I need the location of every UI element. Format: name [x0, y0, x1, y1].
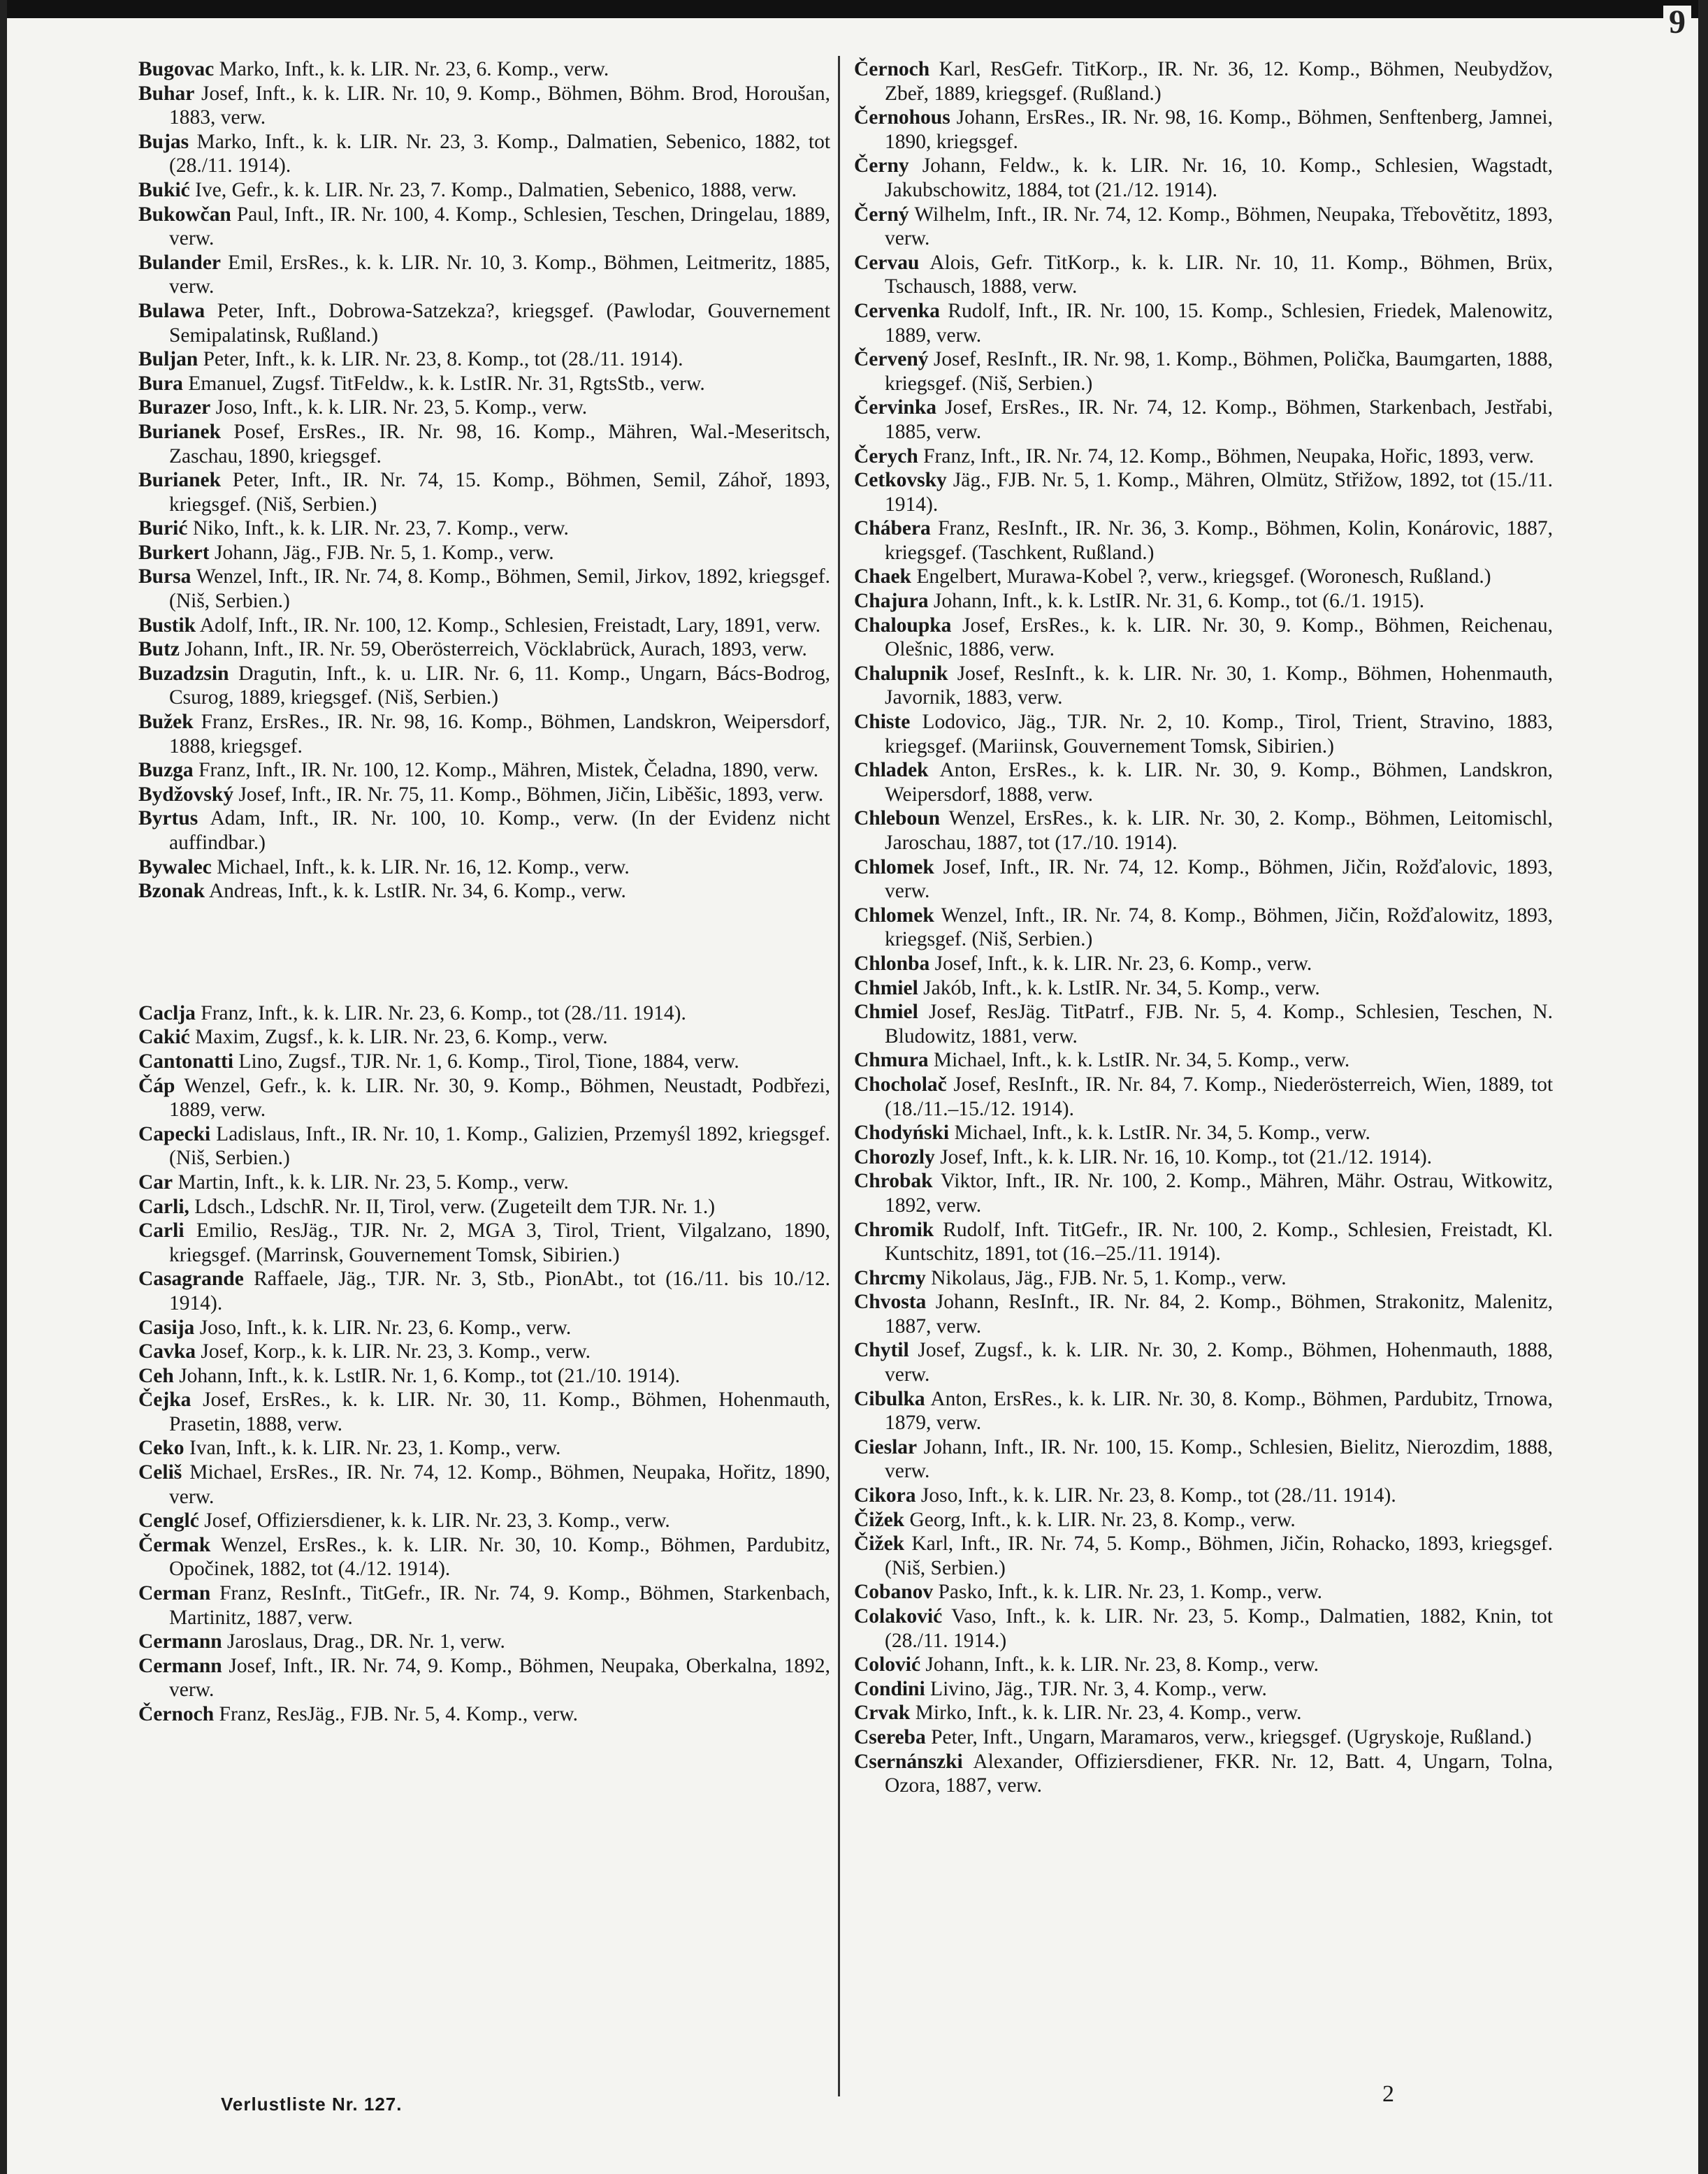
entry-details: Johann, ResInft., IR. Nr. 84, 2. Komp., Böhmen, Strakonitz, Malenitz, 1887, verw.	[885, 1291, 1553, 1338]
entry-surname: Buljan	[138, 348, 198, 371]
casualty-entry	[138, 82, 830, 130]
casualty-entry	[138, 251, 830, 299]
casualty-entry	[854, 855, 1553, 904]
entry-details: Franz, Inft., IR. Nr. 74, 12. Komp., Böhmen, Neupaka, Hořic, 1893, verw.	[923, 444, 1535, 468]
casualty-entry	[854, 1725, 1553, 1750]
casualty-entry	[854, 1532, 1553, 1580]
entry-surname: Chytil	[854, 1339, 909, 1362]
entry-details: Michael, Inft., k. k. LstIR. Nr. 34, 5. Komp., verw.	[954, 1122, 1370, 1145]
entry-details: Wenzel, ErsRes., k. k. LIR. Nr. 30, 10. Komp., Böhmen, Pardubitz, Opočinek, 1882, tot (4./12. 1914).	[169, 1533, 830, 1581]
entry-surname: Bura	[138, 372, 183, 395]
entry-surname: Chlebоun	[854, 807, 940, 830]
casualty-entry	[138, 1340, 830, 1364]
casualty-entry	[854, 203, 1553, 251]
casualty-entry	[138, 130, 830, 178]
entry-details: Adolf, Inft., IR. Nr. 100, 12. Komp., Schlesien, Freistadt, Lary, 1891, verw.	[199, 614, 821, 637]
entry-surname: Celiš	[138, 1461, 182, 1484]
entry-surname: Ceh	[138, 1364, 174, 1387]
entry-surname: Chrcmy	[854, 1266, 926, 1289]
entry-surname: Čižek	[854, 1532, 905, 1556]
entry-details: Wilhelm, Inft., IR. Nr. 74, 12. Komp., Böhmen, Neupaka, Třebovětitz, 1893, verw.	[885, 203, 1553, 250]
entry-details: Josef, ErsRes., k. k. LIR. Nr. 30, 11. Komp., Böhmen, Hohenmauth, Prasetin, 1888, verw.	[169, 1389, 830, 1435]
casualty-entry	[854, 1484, 1553, 1508]
casualty-entry	[854, 1048, 1553, 1073]
entry-details: Franz, Inft., IR. Nr. 100, 12. Komp., Mähren, Mistek, Čeladna, 1890, verw.	[198, 759, 819, 782]
casualty-entry	[138, 1702, 830, 1727]
entry-details: Ladislaus, Inft., IR. Nr. 10, 1. Komp., Galizien, Przemyśl 1892, kriegsgef. (Niš, Serbien.)	[169, 1122, 830, 1170]
top-scan-border	[0, 0, 1708, 18]
entry-surname: Čermak	[138, 1533, 211, 1556]
casualty-entry	[138, 299, 830, 347]
entry-details: Josef, ErsRes., IR. Nr. 74, 12. Komp., Böhmen, Starkenbach, Jestřabi, 1885, verw.	[885, 396, 1553, 443]
entry-surname: Cermann	[138, 1630, 222, 1653]
entry-details: Franz, ResInft., IR. Nr. 36, 3. Komp., Böhmen, Kolin, Konárovic, 1887, kriegsgef. (Taschkent, Rußland.)	[885, 517, 1553, 564]
entry-details: Joso, Inft., k. k. LIR. Nr. 23, 6. Komp., verw.	[199, 1316, 572, 1339]
casualty-entry	[138, 203, 830, 251]
entry-details: Raffaele, Jäg., TJR. Nr. 3, Stb., PionAbt., tot (16./11. bis 10./12. 1914).	[169, 1268, 830, 1314]
sheet-number: 2	[1382, 2081, 1394, 2107]
entry-surname: Cobanov	[854, 1581, 934, 1604]
entry-details: Emil, ErsRes., k. k. LIR. Nr. 10, 3. Komp., Böhmen, Leitmeritz, 1885, verw.	[169, 251, 830, 298]
entry-details: Karl, ResGefr. TitKorp., IR. Nr. 36, 12. Komp., Böhmen, Neubydžov, Zbeř, 1889, kriegsgef. (Rußland.)	[885, 58, 1553, 105]
entry-details: Lino, Zugsf., TJR. Nr. 1, 6. Komp., Tirol, Tione, 1884, verw.	[238, 1050, 739, 1073]
entry-details: Ive, Gefr., k. k. LIR. Nr. 23, 7. Komp., Dalmatien, Sebenico, 1888, verw.	[195, 178, 797, 201]
entry-surname: Burianek	[138, 469, 222, 492]
page-number: 9	[1663, 6, 1691, 39]
entry-details: Adam, Inft., IR. Nr. 100, 10. Komp., verw. (In der Evidenz nicht auffindbar.)	[169, 807, 830, 854]
casualty-entry	[854, 1218, 1553, 1266]
entry-surname: Buzga	[138, 759, 194, 782]
casualty-entry	[138, 178, 830, 203]
entry-details: Franz, ResInft., TitGefr., IR. Nr. 74, 9. Komp., Böhmen, Starkenbach, Martinitz, 1887, verw.	[169, 1582, 830, 1629]
casualty-entry	[138, 879, 830, 904]
entry-surname: Červený	[854, 348, 929, 371]
entry-surname: Bukowčan	[138, 203, 231, 226]
casualty-entry	[854, 444, 1553, 469]
entry-details: Martin, Inft., k. k. LIR. Nr. 23, 5. Komp., verw.	[178, 1171, 569, 1194]
entry-details: Karl, Inft., IR. Nr. 74, 5. Komp., Böhmen, Jičin, Rohacko, 1893, kriegsgef. (Niš, Serbien.)	[885, 1532, 1553, 1579]
entry-details: Georg, Inft., k. k. LIR. Nr. 23, 8. Komp., verw.	[909, 1508, 1296, 1531]
entry-surname: Cermann	[138, 1654, 222, 1677]
casualty-entry	[854, 1338, 1553, 1386]
casualty-entry	[854, 1121, 1553, 1145]
entry-details: Viktor, Inft., IR. Nr. 100, 2. Komp., Mähren, Mähr. Ostrau, Witkowitz, 1892, verw.	[885, 1170, 1553, 1217]
casualty-entry	[854, 1266, 1553, 1291]
casualty-entry	[854, 347, 1553, 396]
entry-surname: Cenglć	[138, 1509, 199, 1532]
entry-details: Lodovico, Jäg., TJR. Nr. 2, 10. Komp., Tirol, Trient, Stravino, 1883, kriegsgef. (Mariinsk, Gouvernement Tomsk, Sibirien.)	[885, 711, 1553, 758]
entry-surname: Chorozly	[854, 1145, 935, 1168]
casualty-entry	[138, 1581, 830, 1630]
entry-details: Anton, ErsRes., k. k. LIR. Nr. 30, 8. Komp., Böhmen, Pardubitz, Trnowa, 1879, verw.	[885, 1387, 1553, 1435]
entry-surname: Casagrande	[138, 1268, 244, 1291]
casualty-entry	[138, 614, 830, 638]
entry-surname: Carli	[138, 1219, 184, 1242]
entry-details: Wenzel, ErsRes., k. k. LIR. Nr. 30, 2. Komp., Böhmen, Leitomischl, Jaroschau, 1887, tot (17./10. 1914).	[885, 807, 1553, 854]
entry-details: Alexander, Offiziersdiener, FKR. Nr. 12, Batt. 4, Ungarn, Tolna, Ozora, 1887, verw.	[885, 1750, 1553, 1797]
entry-details: Livino, Jäg., TJR. Nr. 3, 4. Komp., verw.	[930, 1677, 1267, 1700]
casualty-entry	[138, 1195, 830, 1219]
casualty-entry	[854, 952, 1553, 976]
entry-surname: Car	[138, 1171, 173, 1194]
entry-surname: Bywalec	[138, 855, 212, 878]
entry-surname: Bulander	[138, 251, 222, 274]
entry-details: Joso, Inft., k. k. LIR. Nr. 23, 5. Komp., verw.	[215, 396, 588, 419]
entry-details: Marko, Inft., k. k. LIR. Nr. 23, 6. Komp., verw.	[219, 58, 609, 80]
entry-details: Emilio, ResJäg., TJR. Nr. 2, MGA 3, Tirol, Trient, Vilgalzano, 1890, kriegsgef. (Marrinsk, Gouvernement Tomsk, Sibirien.)	[169, 1219, 830, 1266]
casualty-entry	[854, 976, 1553, 1001]
entry-details: Wenzel, Gefr., k. k. LIR. Nr. 30, 9. Komp., Böhmen, Neustadt, Podbřezi, 1889, verw.	[169, 1074, 830, 1122]
entry-surname: Bukić	[138, 178, 190, 201]
entry-details: Franz, Inft., k. k. LIR. Nr. 23, 6. Komp., tot (28./11. 1914).	[201, 1001, 686, 1024]
entry-details: Alois, Gefr. TitKorp., k. k. LIR. Nr. 10, 11. Komp., Böhmen, Brüx, Tschausch, 1888, verw.	[885, 251, 1553, 298]
entry-details: Johann, Jäg., FJB. Nr. 5, 1. Komp., verw.	[214, 541, 554, 564]
entry-surname: Cervenka	[854, 299, 940, 322]
casualty-entry	[138, 806, 830, 855]
casualty-entry	[854, 614, 1553, 662]
entry-details: Rudolf, Inft., IR. Nr. 100, 15. Komp., Schlesien, Friedek, Malenowitz, 1889, verw.	[885, 299, 1553, 347]
casualty-entry	[854, 299, 1553, 347]
casualty-entry	[138, 1267, 830, 1315]
entry-details: Josef, Inft., IR. Nr. 75, 11. Komp., Böhmen, Jičin, Liběšic, 1893, verw.	[238, 783, 824, 806]
casualty-entry	[138, 57, 830, 82]
entry-details: Joso, Inft., k. k. LIR. Nr. 23, 8. Komp., tot (28./11. 1914).	[920, 1484, 1396, 1507]
entry-surname: Chvosta	[854, 1291, 927, 1314]
entry-surname: Bujas	[138, 130, 189, 153]
casualty-entry	[138, 1654, 830, 1702]
entry-details: Peter, Inft., Ungarn, Maramaros, verw., kriegsgef. (Ugryskoje, Rußland.)	[931, 1725, 1532, 1748]
casualty-entry	[854, 468, 1553, 516]
left-scan-edge	[0, 0, 7, 2174]
entry-surname: Bustik	[138, 614, 196, 637]
casualty-entry	[138, 1436, 830, 1461]
entry-details: Mirko, Inft., k. k. LIR. Nr. 23, 4. Komp., verw.	[915, 1702, 1302, 1725]
entry-surname: Csereba	[854, 1725, 926, 1748]
entry-surname: Ceko	[138, 1437, 184, 1460]
right-column	[854, 57, 1553, 2112]
entry-details: Josef, Inft., k. k. LIR. Nr. 16, 10. Komp., tot (21./12. 1914).	[940, 1145, 1433, 1168]
casualty-entry	[854, 710, 1553, 758]
entry-details: Maxim, Zugsf., k. k. LIR. Nr. 23, 6. Komp., verw.	[195, 1026, 608, 1049]
entry-details: Emanuel, Zugsf. TitFeldw., k. k. LstIR. Nr. 31, RgtsStb., verw.	[188, 372, 705, 395]
entry-surname: Colaković	[854, 1605, 943, 1628]
casualty-entry	[138, 1050, 830, 1074]
casualty-entry	[138, 1074, 830, 1122]
casualty-entry	[138, 1122, 830, 1171]
entry-surname: Butz	[138, 638, 180, 661]
entry-surname: Capecki	[138, 1122, 211, 1145]
casualty-entry	[138, 1025, 830, 1050]
entry-details: Josef, Korp., k. k. LIR. Nr. 23, 3. Komp., verw.	[201, 1340, 591, 1363]
entry-details: Jäg., FJB. Nr. 5, 1. Komp., Mähren, Olmütz, Střižow, 1892, tot (15./11. 1914).	[885, 469, 1553, 516]
casualty-entry	[138, 420, 830, 468]
casualty-entry	[854, 154, 1553, 202]
entry-surname: Chiste	[854, 711, 911, 734]
casualty-entry	[138, 347, 830, 372]
entry-details: Michael, Inft., k. k. LIR. Nr. 16, 12. Komp., verw.	[217, 855, 630, 878]
casualty-entry	[854, 1000, 1553, 1048]
entry-details: Josef, Inft., k. k. LIR. Nr. 23, 6. Komp., verw.	[934, 952, 1312, 975]
entry-details: Johann, Inft., k. k. LstIR. Nr. 31, 6. Komp., tot (6./1. 1915).	[933, 590, 1425, 613]
entry-details: Marko, Inft., k. k. LIR. Nr. 23, 3. Komp., Dalmatien, Sebenico, 1882, tot (28./11. 1914).	[169, 130, 830, 177]
entry-surname: Chaloupka	[854, 614, 952, 637]
casualty-entry	[138, 396, 830, 420]
entry-surname: Cantonatti	[138, 1050, 234, 1073]
entry-details: Josef, Inft., IR. Nr. 74, 9. Komp., Böhmen, Neupaka, Oberkalna, 1892, verw.	[169, 1654, 830, 1702]
casualty-entry	[138, 565, 830, 613]
entry-surname: Burić	[138, 517, 188, 540]
entry-surname: Carli,	[138, 1195, 189, 1218]
casualty-entry	[138, 1509, 830, 1533]
casualty-entry	[138, 1630, 830, 1654]
entry-details: Michael, Inft., k. k. LstIR. Nr. 34, 5. Komp., verw.	[933, 1049, 1350, 1072]
entry-surname: Bulawa	[138, 299, 205, 322]
casualty-entry	[138, 1461, 830, 1509]
casualty-entry	[138, 1388, 830, 1436]
entry-details: Josef, ResJäg. TitPatrf., FJB. Nr. 5, 4. Komp., Schlesien, Teschen, N. Bludowitz, 1881, verw.	[885, 1001, 1553, 1048]
entry-surname: Chlonba	[854, 952, 930, 975]
entry-details: Dragutin, Inft., k. u. LIR. Nr. 6, 11. Komp., Ungarn, Bács-Bodrog, Csurog, 1889, kriegsgef. (Niš, Serbien.)	[169, 662, 830, 709]
entry-details: Franz, ResJäg., FJB. Nr. 5, 4. Komp., verw.	[219, 1703, 579, 1725]
casualty-entry	[138, 1219, 830, 1267]
entry-surname: Chmiel	[854, 1001, 918, 1024]
entry-surname: Buhar	[138, 82, 195, 105]
casualty-entry	[854, 251, 1553, 299]
entry-surname: Čejka	[138, 1389, 191, 1412]
entry-surname: Chlomek	[854, 904, 934, 927]
entry-surname: Crvak	[854, 1702, 911, 1725]
entry-surname: Černy	[854, 154, 909, 177]
entry-details: Wenzel, Inft., IR. Nr. 74, 8. Komp., Böhmen, Jičin, Rožďalowitz, 1893, kriegsgef. (Niš, Serbien.)	[885, 904, 1553, 951]
entry-details: Ldsch., LdschR. Nr. II, Tirol, verw. (Zugeteilt dem TJR. Nr. 1.)	[194, 1195, 716, 1218]
casualty-entry	[854, 1073, 1553, 1121]
casualty-entry	[854, 758, 1553, 806]
entry-details: Posef, ErsRes., IR. Nr. 98, 16. Komp., Mähren, Wal.-Meseritsch, Zaschau, 1890, kriegsgef.	[169, 420, 830, 468]
entry-surname: Bzonak	[138, 880, 205, 903]
entry-details: Jakób, Inft., k. k. LstIR. Nr. 34, 5. Komp., verw.	[923, 976, 1320, 999]
entry-surname: Cavka	[138, 1340, 196, 1363]
casualty-entry	[854, 1290, 1553, 1338]
entry-details: Wenzel, Inft., IR. Nr. 74, 8. Komp., Böhmen, Semil, Jirkov, 1892, kriegsgef. (Niš, Serbien.)	[169, 565, 830, 613]
entry-surname: Burkert	[138, 541, 210, 564]
casualty-entry	[138, 855, 830, 880]
entry-details: Johann, Inft., k. k. LIR. Nr. 23, 8. Komp., verw.	[925, 1653, 1319, 1676]
entry-surname: Bugovac	[138, 58, 215, 80]
entry-surname: Condini	[854, 1677, 925, 1700]
entry-details: Peter, Inft., k. k. LIR. Nr. 23, 8. Komp., tot (28./11. 1914).	[203, 348, 683, 371]
entry-surname: Chocholač	[854, 1073, 947, 1096]
entry-surname: Chrobak	[854, 1170, 933, 1193]
casualty-entry	[854, 1653, 1553, 1677]
entry-details: Josef, ResInft., IR. Nr. 84, 7. Komp., Niederösterreich, Wien, 1889, tot (18./11.–15./12. 1914).	[885, 1073, 1553, 1120]
entry-details: Josef, Offiziersdiener, k. k. LIR. Nr. 23, 3. Komp., verw.	[204, 1509, 670, 1532]
entry-surname: Chromik	[854, 1218, 934, 1241]
entry-surname: Cervau	[854, 251, 920, 274]
entry-surname: Černohous	[854, 106, 950, 129]
entry-details: Josef, Inft., k. k. LIR. Nr. 10, 9. Komp., Böhmen, Böhm. Brod, Horoušan, 1883, verw.	[169, 82, 830, 129]
entry-surname: Caclja	[138, 1001, 196, 1024]
casualty-entry	[854, 1508, 1553, 1532]
right-scan-edge	[1698, 0, 1708, 2174]
casualty-entry	[138, 710, 830, 758]
entry-surname: Bužek	[138, 711, 194, 734]
casualty-entry	[854, 1169, 1553, 1217]
casualty-entry	[138, 1533, 830, 1581]
casualty-entry	[854, 904, 1553, 952]
entry-surname: Bydžovský	[138, 783, 234, 806]
entry-surname: Čáp	[138, 1074, 175, 1097]
entry-surname: Burazer	[138, 396, 211, 419]
entry-surname: Cibulka	[854, 1387, 925, 1410]
entry-surname: Byrtus	[138, 807, 198, 830]
entry-details: Michael, ErsRes., IR. Nr. 74, 12. Komp., Böhmen, Neupaka, Hořitz, 1890, verw.	[169, 1461, 830, 1508]
entry-surname: Černoch	[138, 1703, 215, 1725]
entry-details: Nikolaus, Jäg., FJB. Nr. 5, 1. Komp., verw.	[931, 1266, 1287, 1289]
entry-details: Josef, Zugsf., k. k. LIR. Nr. 30, 2. Komp., Böhmen, Hohenmauth, 1888, verw.	[885, 1339, 1553, 1386]
entry-details: Johann, Inft., IR. Nr. 100, 15. Komp., Schlesien, Bielitz, Nierozdim, 1888, verw.	[885, 1435, 1553, 1483]
entry-surname: Chlomek	[854, 855, 934, 878]
casualty-entry	[138, 468, 830, 516]
casualty-entry	[138, 1001, 830, 1026]
entry-details: Johann, Feldw., k. k. LIR. Nr. 16, 10. Komp., Schlesien, Wagstadt, Jakubschowitz, 1884, tot (21./12. 1914).	[885, 154, 1553, 201]
entry-surname: Chodyński	[854, 1122, 950, 1145]
casualty-entry	[854, 565, 1553, 589]
entry-details: Vaso, Inft., k. k. LIR. Nr. 23, 5. Komp., Dalmatien, 1882, Knin, tot (28./11. 1914.)	[885, 1605, 1553, 1652]
entry-surname: Černý	[854, 203, 909, 226]
entry-surname: Casija	[138, 1316, 195, 1339]
casualty-entry	[854, 662, 1553, 710]
casualty-entry	[854, 1604, 1553, 1653]
entry-surname: Csernánszki	[854, 1750, 963, 1773]
casualty-entry	[138, 1316, 830, 1340]
casualty-entry	[854, 1435, 1553, 1484]
casualty-entry	[854, 516, 1553, 565]
entry-details: Johann, ErsRes., IR. Nr. 98, 16. Komp., Böhmen, Senftenberg, Jamnei, 1890, kriegsgef.	[885, 106, 1553, 153]
entry-surname: Čerych	[854, 444, 918, 468]
entry-details: Peter, Inft., Dobrowa-Satzekza?, kriegsgef. (Pawlodar, Gouvernement Semipalatinsk, Rußland.)	[169, 299, 830, 347]
entry-surname: Čižek	[854, 1508, 905, 1531]
entry-surname: Buzadzsin	[138, 662, 229, 685]
entry-details: Pasko, Inft., k. k. LIR. Nr. 23, 1. Komp., verw.	[938, 1581, 1323, 1604]
entry-details: Peter, Inft., IR. Nr. 74, 15. Komp., Böhmen, Semil, Záhoř, 1893, kriegsgef. (Niš, Serbien.)	[169, 469, 830, 516]
entry-details: Josef, ResInft., k. k. LIR. Nr. 30, 1. Komp., Böhmen, Hohenmauth, Javornik, 1883, verw.	[885, 662, 1553, 709]
casualty-entry	[854, 57, 1553, 106]
entry-surname: Cetkovsky	[854, 469, 947, 492]
entry-details: Niko, Inft., k. k. LIR. Nr. 23, 7. Komp., verw.	[192, 517, 569, 540]
entry-surname: Colović	[854, 1653, 921, 1676]
casualty-entry	[854, 106, 1553, 154]
casualty-entry	[138, 516, 830, 541]
casualty-entry	[854, 1701, 1553, 1725]
casualty-entry	[854, 1145, 1553, 1170]
casualty-entry	[854, 1387, 1553, 1435]
entry-surname: Cikora	[854, 1484, 916, 1507]
casualty-entry	[138, 372, 830, 396]
list-label: Verlustliste Nr. 127.	[221, 2094, 403, 2115]
casualty-entry	[138, 637, 830, 662]
entry-details: Engelbert, Murawa-Kobel ?, verw., kriegsgef. (Woronesch, Rußland.)	[916, 565, 1491, 588]
entry-surname: Chladek	[854, 759, 929, 782]
entry-surname: Cakić	[138, 1026, 190, 1049]
entry-details: Johann, Inft., k. k. LstIR. Nr. 1, 6. Komp., tot (21./10. 1914).	[179, 1364, 681, 1387]
casualty-entry	[854, 589, 1553, 614]
entry-surname: Chalupnik	[854, 662, 948, 685]
entry-details: Rudolf, Inft. TitGefr., IR. Nr. 100, 2. Komp., Schlesien, Freistadt, Kl. Kuntschitz, 1891, tot (16.–25./11. 1914).	[885, 1218, 1553, 1266]
entry-surname: Cerman	[138, 1582, 211, 1605]
left-column	[138, 57, 830, 2112]
entry-details: Josef, ErsRes., k. k. LIR. Nr. 30, 9. Komp., Böhmen, Reichenau, Olešnic, 1886, verw.	[885, 614, 1553, 661]
casualty-entry	[854, 396, 1553, 444]
entry-surname: Černoch	[854, 58, 930, 80]
entry-details: Anton, ErsRes., k. k. LIR. Nr. 30, 9. Komp., Böhmen, Landskron, Weipersdorf, 1888, verw.	[885, 759, 1553, 806]
casualty-entry	[854, 1677, 1553, 1702]
casualty-entry	[138, 662, 830, 710]
casualty-entry	[854, 806, 1553, 855]
entry-surname: Červinka	[854, 396, 936, 419]
casualty-entry	[854, 1580, 1553, 1604]
entry-surname: Cieslar	[854, 1435, 918, 1458]
entry-surname: Chábera	[854, 517, 931, 540]
section-gap	[138, 904, 830, 1001]
column-divider	[838, 56, 840, 2096]
entry-surname: Chmiel	[854, 976, 918, 999]
casualty-entry	[854, 1750, 1553, 1798]
entry-surname: Bursa	[138, 565, 191, 588]
casualty-entry	[138, 783, 830, 807]
entry-details: Josef, ResInft., IR. Nr. 98, 1. Komp., Böhmen, Polička, Baumgarten, 1888, kriegsgef. (Niš, Serbien.)	[885, 348, 1553, 395]
casualty-entry	[138, 541, 830, 565]
entry-details: Paul, Inft., IR. Nr. 100, 4. Komp., Schlesien, Teschen, Dringelau, 1889, verw.	[169, 203, 830, 250]
entry-surname: Chaek	[854, 565, 911, 588]
casualty-entry	[138, 758, 830, 783]
entry-details: Ivan, Inft., k. k. LIR. Nr. 23, 1. Komp., verw.	[189, 1437, 561, 1460]
entry-details: Josef, Inft., IR. Nr. 74, 12. Komp., Böhmen, Jičin, Rožďalovic, 1893, verw.	[885, 855, 1553, 903]
casualty-entry	[138, 1364, 830, 1389]
entry-surname: Burianek	[138, 420, 222, 443]
entry-surname: Chmura	[854, 1049, 929, 1072]
entry-details: Andreas, Inft., k. k. LstIR. Nr. 34, 6. Komp., verw.	[208, 880, 626, 903]
entry-details: Johann, Inft., IR. Nr. 59, Oberösterreich, Vöcklabrück, Aurach, 1893, verw.	[184, 638, 807, 661]
entry-surname: Chajura	[854, 590, 929, 613]
entry-details: Franz, ErsRes., IR. Nr. 98, 16. Komp., Böhmen, Landskron, Weipersdorf, 1888, kriegsgef.	[169, 711, 830, 758]
casualty-entry	[138, 1171, 830, 1195]
entry-details: Jaroslaus, Drag., DR. Nr. 1, verw.	[227, 1630, 505, 1653]
